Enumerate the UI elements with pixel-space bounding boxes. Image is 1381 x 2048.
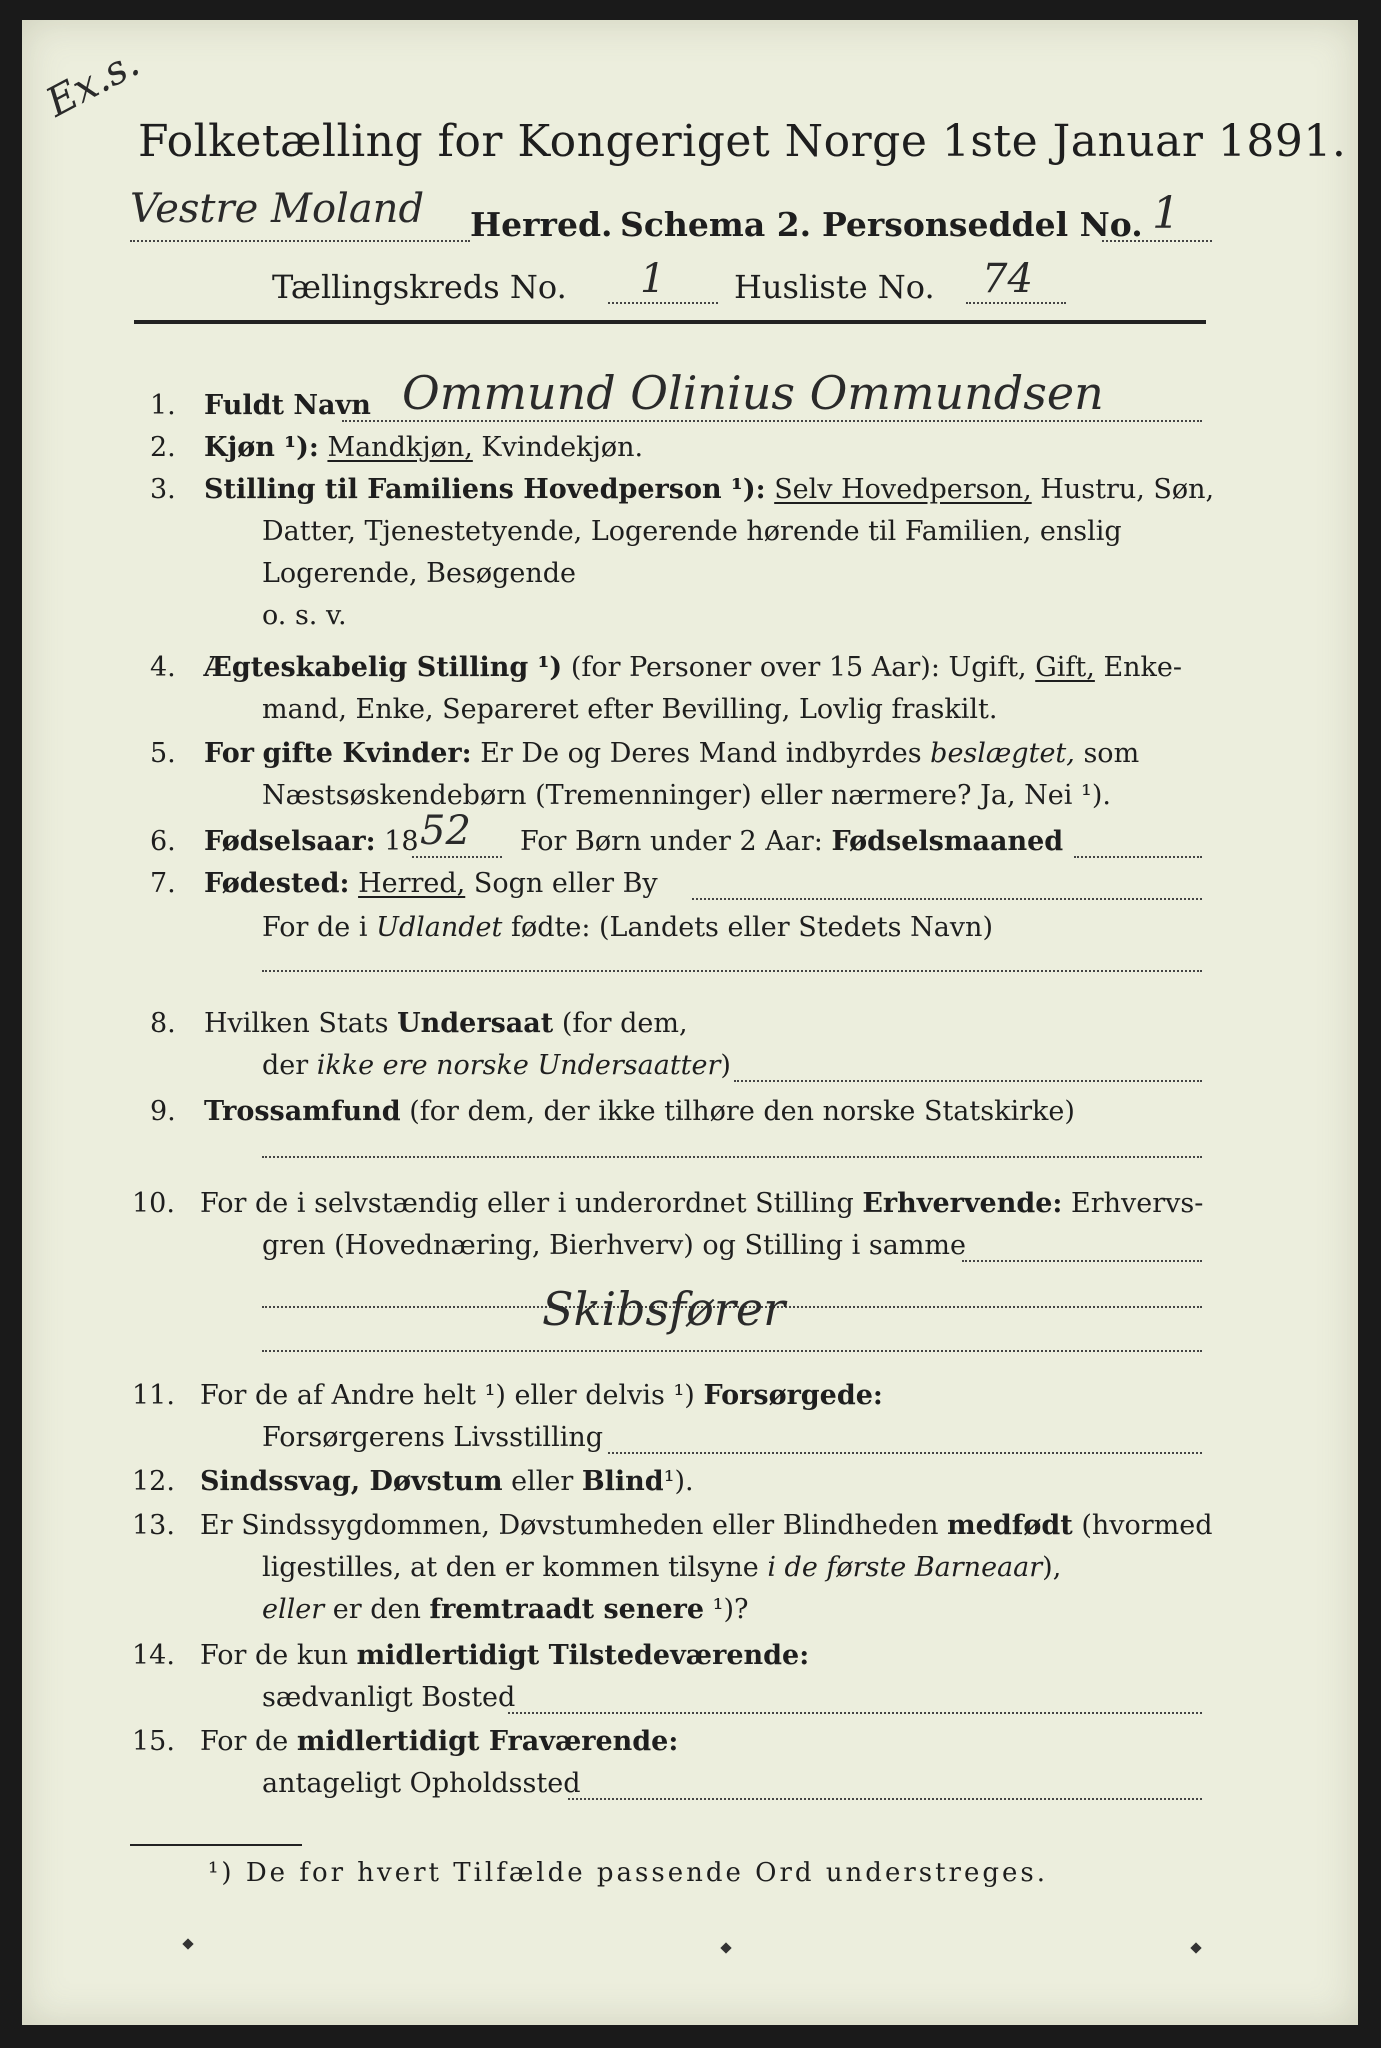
citizenship-text-b: (for dem, — [561, 1008, 688, 1039]
probable-residence-label: antageligt Opholdssted — [262, 1768, 581, 1799]
item-number: 10. — [132, 1188, 175, 1219]
religion-dotted-line — [262, 1156, 1202, 1158]
temporary-present-text: For de kun — [200, 1640, 348, 1671]
congenital-line2-a: ligestilles, at den er kommen tilsyne — [262, 1552, 759, 1583]
married-women-line2: Næstsøskendebørn (Tremenninger) eller nærmere? Ja, Nei ¹). — [262, 780, 1111, 811]
congenital-line2-em: i de første Barneaar — [767, 1552, 1043, 1583]
birthplace-abroad-em: Udlandet — [376, 912, 503, 943]
dependent-text: For de af Andre helt ¹) eller delvis ¹) — [200, 1380, 695, 1411]
birthplace-abroad-a: For de i — [262, 912, 368, 943]
family-position-line4: o. s. v. — [262, 600, 347, 631]
punch-mark — [1190, 1942, 1201, 1953]
disability-end: ¹). — [663, 1466, 694, 1497]
item-number: 4. — [150, 652, 176, 683]
herred-value: Vestre Moland — [130, 186, 425, 232]
occupation-dotted-line-3 — [262, 1350, 1202, 1352]
usual-residence-dotted-line — [508, 1712, 1202, 1714]
birth-month-label: Fødselsmaaned — [831, 826, 1064, 857]
birth-month-dotted-line — [1074, 856, 1202, 858]
husliste-dotted-line — [966, 302, 1066, 304]
provider-occupation-label: Forsørgerens Livsstilling — [262, 1422, 604, 1453]
birthplace-abroad-b: fødte: (Landets eller Stedets Navn) — [510, 912, 993, 943]
congenital-label: medfødt — [947, 1510, 1073, 1541]
marital-status-label: Ægteskabelig Stilling ¹) — [204, 652, 563, 683]
family-position-line3: Logerende, Besøgende — [262, 558, 576, 589]
citizenship-dotted-line — [734, 1080, 1202, 1082]
congenital-line3-b: ¹)? — [712, 1594, 749, 1625]
occupation-line2: gren (Hovednæring, Bierhverv) og Stilling i samme — [262, 1230, 967, 1261]
occupation-label: Erhvervende: — [862, 1188, 1063, 1219]
item-number: 11. — [132, 1380, 175, 1411]
schema-label: Schema 2. — [620, 205, 812, 244]
item-number: 14. — [132, 1640, 175, 1671]
corner-note: Ex.s. — [38, 39, 147, 127]
married-women-label: gifte Kvinder: — [262, 738, 472, 769]
occupation-value: Skibsfører — [542, 1282, 786, 1336]
item-number: 8. — [150, 1008, 176, 1039]
personseddel-dotted-line — [1102, 240, 1212, 242]
congenital-end: (hvormed — [1081, 1510, 1213, 1541]
provider-occupation-dotted-line — [608, 1452, 1202, 1454]
personseddel-label: Personseddel No. — [822, 205, 1143, 244]
herred-label: Herred. — [470, 205, 613, 244]
birth-year-value: 52 — [420, 808, 471, 854]
congenital-line3-em: eller — [262, 1594, 325, 1625]
occupation-dotted-line-1 — [962, 1260, 1202, 1262]
punch-mark — [182, 1938, 193, 1949]
full-name-label: Fuldt Navn — [204, 390, 371, 421]
religion-text: (for dem, der ikke tilhøre den norske Statskirke) — [409, 1096, 1075, 1127]
item-number: 12. — [132, 1466, 175, 1497]
citizenship-text-a: Hvilken Stats — [204, 1008, 389, 1039]
marital-status-line2: mand, Enke, Separeret efter Bevilling, Lovlig fraskilt. — [262, 694, 998, 725]
temporary-absent-text: For de — [200, 1726, 289, 1757]
footnote: ¹) De for hvert Tilfælde passende Ord understreges. — [208, 1858, 1049, 1888]
herred-dotted-line — [130, 240, 470, 242]
birth-year-label: Fødselsaar: — [204, 826, 376, 857]
usual-residence-label: sædvanligt Bosted — [262, 1682, 516, 1713]
birth-month-text: For Børn under 2 Aar: — [520, 826, 823, 857]
later-onset-label: fremtraadt senere — [429, 1594, 705, 1625]
birthplace-text: Sogn eller By — [473, 868, 658, 899]
occupation-end: Erhvervs- — [1071, 1188, 1204, 1219]
kreds-value: 1 — [640, 256, 666, 302]
family-position-label: Stilling til Familiens Hovedperson ¹): — [204, 474, 766, 505]
married-women-text: Er De og Deres Mand indbyrdes — [480, 738, 922, 769]
birthplace-dotted-line — [692, 898, 1202, 900]
form-title: Folketælling for Kongeriget Norge 1ste Januar 1891. — [138, 116, 1347, 167]
religion-label: Trossamfund — [204, 1096, 401, 1127]
personseddel-value: 1 — [1152, 188, 1180, 239]
married-women-em: beslægtet, — [930, 738, 1075, 769]
family-position-rest: Hustru, Søn, — [1040, 474, 1215, 505]
husliste-value: 74 — [982, 256, 1033, 302]
item-number: 9. — [150, 1096, 176, 1127]
congenital-line3-a: er den — [332, 1594, 421, 1625]
temporary-absent-label: midlertidigt Fraværende: — [296, 1726, 679, 1757]
dependent-label: Forsørgede: — [703, 1380, 883, 1411]
punch-mark — [720, 1942, 731, 1953]
item-number: 6. — [150, 826, 176, 857]
marital-status-end: Enke- — [1103, 652, 1183, 683]
citizenship-label: Undersaat — [397, 1008, 554, 1039]
sex-label: Kjøn ¹): — [204, 432, 319, 463]
marital-status-option-married: Gift, — [1035, 652, 1095, 683]
disability-label: Sindssvag, Døvstum — [200, 1466, 503, 1497]
birth-year-prefix: 18 — [384, 826, 419, 857]
footnote-rule — [130, 1844, 302, 1846]
disability-mid: eller — [511, 1466, 574, 1497]
item-number: 1. — [150, 390, 176, 421]
citizenship-line2-em: ikke ere norske Undersaatter — [316, 1050, 721, 1081]
husliste-label: Husliste No. — [734, 268, 935, 306]
married-women-pre: For — [204, 738, 254, 769]
full-name-value: Ommund Olinius Ommundsen — [402, 366, 1104, 420]
citizenship-line2-b: ) — [720, 1050, 731, 1081]
marital-status-text: (for Personer over 15 Aar): Ugift, — [570, 652, 1027, 683]
sex-option-female: Kvindekjøn. — [481, 432, 644, 463]
birthplace-option-herred: Herred, — [358, 868, 466, 899]
family-position-line2: Datter, Tjenestetyende, Logerende hørende til Familien, enslig — [262, 516, 1122, 547]
item-number: 7. — [150, 868, 176, 899]
congenital-line2-b: ), — [1042, 1552, 1062, 1583]
married-women-end: som — [1083, 738, 1140, 769]
item-number: 3. — [150, 474, 176, 505]
item-number: 13. — [132, 1510, 175, 1541]
birthplace-label: Fødested: — [204, 868, 350, 899]
citizenship-line2-a: der — [262, 1050, 309, 1081]
full-name-dotted-line — [342, 420, 1202, 422]
birthplace-abroad-dotted-line — [262, 970, 1202, 972]
item-number: 15. — [132, 1726, 175, 1757]
family-position-option-head: Selv Hovedperson, — [774, 474, 1032, 505]
congenital-text: Er Sindssygdommen, Døvstumheden eller Blindheden — [200, 1510, 939, 1541]
temporary-present-label: midlertidigt Tilstedeværende: — [356, 1640, 810, 1671]
header-divider — [134, 320, 1206, 324]
census-form-sheet — [22, 20, 1358, 2025]
kreds-dotted-line — [608, 302, 718, 304]
occupation-text: For de i selvstændig eller i underordnet Stilling — [200, 1188, 854, 1219]
item-number: 2. — [150, 432, 176, 463]
kreds-label: Tællingskreds No. — [272, 268, 567, 306]
birth-year-dotted-line — [412, 856, 502, 858]
probable-residence-dotted-line — [568, 1798, 1202, 1800]
disability-label-blind: Blind — [581, 1466, 664, 1497]
sex-option-male: Mandkjøn, — [327, 432, 473, 463]
item-number: 5. — [150, 738, 176, 769]
